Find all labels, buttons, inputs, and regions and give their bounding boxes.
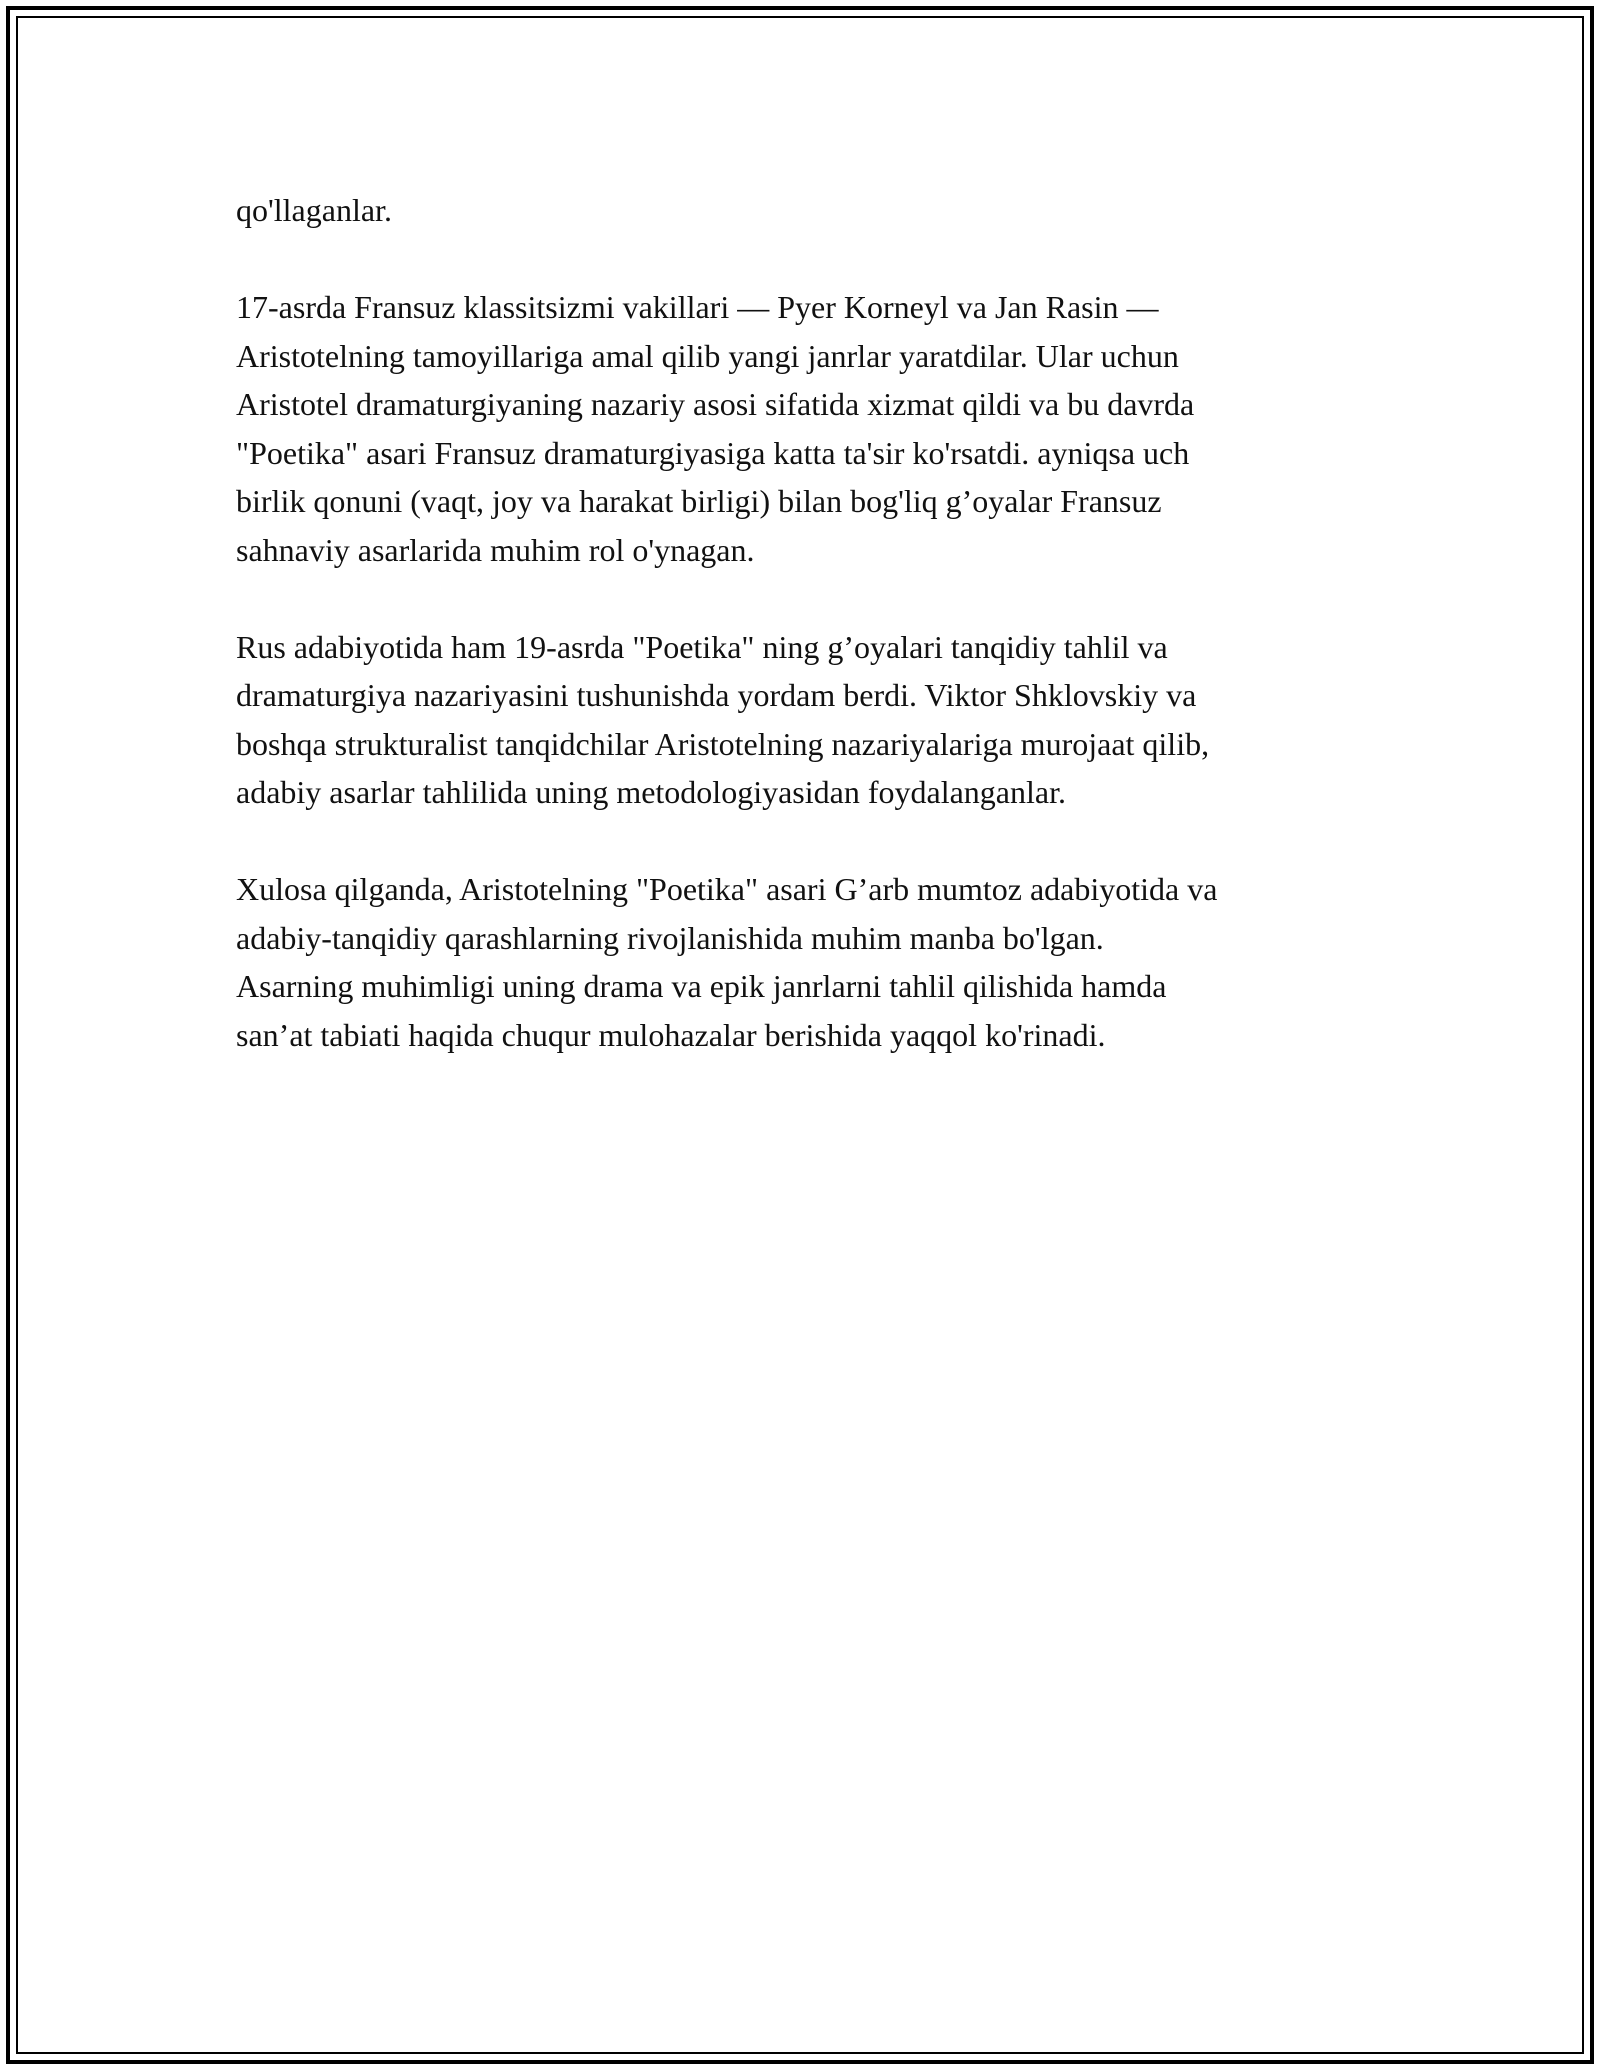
- text-line: qo'llaganlar.: [236, 192, 392, 228]
- text-line: sahnaviy asarlarida muhim rol o'ynagan.: [236, 531, 755, 568]
- text-line: "Poetika" asari Fransuz dramaturgiyasiga katta ta'sir ko'rsatdi. ayniqsa uch: [236, 434, 1190, 471]
- text-line: adabiy-tanqidiy qarashlarning rivojlanishida muhim manba bo'lgan.: [236, 919, 1104, 956]
- text-line: Xulosa qilganda, Aristotelning "Poetika" asari G’arb mumtoz adabiyotida va: [236, 871, 1218, 907]
- text-line: Rus adabiyotida ham 19-asrda "Poetika" ning g’oyalari tanqidiy tahlil va: [236, 628, 1168, 665]
- text-line: dramaturgiya nazariyasini tushunishda yordam berdi. Viktor Shklovskiy va: [236, 677, 1197, 713]
- document-body: [236, 186, 1396, 1108]
- text-line: Asarning muhimligi uning drama va epik janrlarni tahlil qilishida hamda: [236, 968, 1167, 1004]
- text-line: san’at tabiati haqida chuqur mulohazalar berishida yaqqol ko'rinadi.: [236, 1016, 1106, 1053]
- text-line: Aristotelning tamoyillariga amal qilib yangi janrlar yaratdilar. Ular uchun: [236, 337, 1179, 374]
- text-line: Aristotel dramaturgiyaning nazariy asosi sifatida xizmat qildi va bu davrda: [236, 386, 1195, 422]
- text-line: birlik qonuni (vaqt, joy va harakat birligi) bilan bog'liq g’oyalar Fransuz: [236, 483, 1162, 519]
- paragraph-russian-literature: [236, 623, 1396, 817]
- text-line: 17-asrda Fransuz klassitsizmi vakillari — Pyer Korneyl va Jan Rasin —: [236, 289, 1159, 325]
- text-line: adabiy asarlar tahlilida uning metodologiyasidan foydalanganlar.: [236, 774, 1066, 810]
- text-line: boshqa strukturalist tanqidchilar Aristotelning nazariyalariga murojaat qilib,: [236, 725, 1210, 762]
- paragraph-french-classicism: [236, 283, 1396, 574]
- paragraph-continuation: [236, 186, 1396, 235]
- paragraph-conclusion: [236, 865, 1396, 1059]
